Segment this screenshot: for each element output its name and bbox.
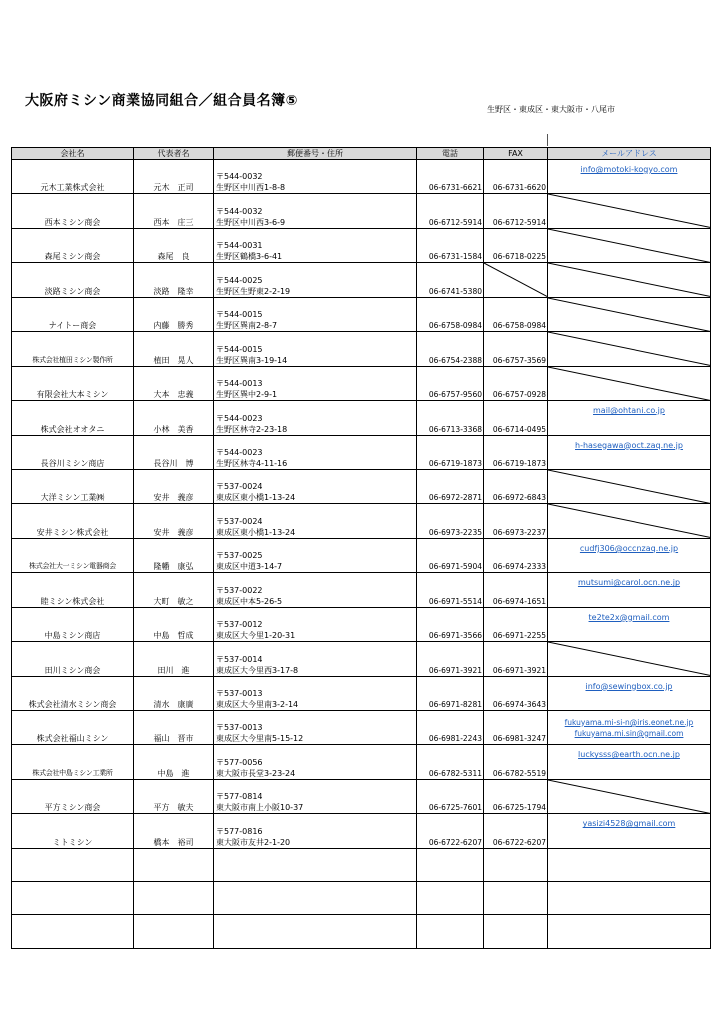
company-name: 株式会社大一ミシン電器商会 bbox=[12, 538, 134, 572]
company-name: 長谷川ミシン商店 bbox=[12, 435, 134, 469]
street-address: 東成区大今里南5-15-12 bbox=[216, 734, 304, 744]
phone-number: 06-6725-7601 bbox=[417, 779, 484, 813]
phone-number: 06-6971-5514 bbox=[417, 573, 484, 607]
empty-cell bbox=[548, 848, 711, 881]
postal-code: 〒537-0013 bbox=[216, 689, 263, 698]
empty-cell-slash bbox=[484, 263, 547, 296]
empty-row bbox=[12, 882, 711, 915]
phone-number: 06-6731-6621 bbox=[417, 160, 484, 194]
empty-cell bbox=[134, 915, 214, 948]
phone-number: 06-6782-5311 bbox=[417, 745, 484, 779]
representative-name: 森尾 良 bbox=[134, 228, 214, 262]
representative-name: 田川 進 bbox=[134, 642, 214, 676]
header-representative: 代表者名 bbox=[134, 148, 214, 160]
postal-code: 〒544-0031 bbox=[216, 241, 263, 251]
company-name: 西本ミシン商会 bbox=[12, 194, 134, 228]
postal-code: 〒577-0056 bbox=[216, 757, 263, 767]
representative-name: 小林 美香 bbox=[134, 401, 214, 435]
email-cell bbox=[548, 814, 711, 848]
postal-code: 〒544-0032 bbox=[216, 172, 263, 182]
postal-code: 〒577-0814 bbox=[216, 792, 263, 802]
header-email: メールアドレス bbox=[548, 148, 711, 160]
empty-cell bbox=[214, 848, 417, 881]
company-name: 睦ミシン株式会社 bbox=[12, 573, 134, 607]
empty-cell-slash bbox=[548, 263, 710, 296]
table-row bbox=[12, 607, 711, 641]
empty-cell bbox=[484, 882, 548, 915]
postal-code: 〒544-0032 bbox=[216, 206, 263, 216]
company-name: 株式会社清水ミシン商会 bbox=[12, 676, 134, 710]
phone-number: 06-6731-1584 bbox=[417, 228, 484, 262]
representative-name: 植田 晃人 bbox=[134, 332, 214, 366]
empty-cell bbox=[134, 882, 214, 915]
representative-name: 橋本 裕司 bbox=[134, 814, 214, 848]
street-address: 東成区東小橋1-13-24 bbox=[216, 493, 296, 503]
email-cell bbox=[548, 401, 711, 435]
postal-code: 〒544-0023 bbox=[216, 413, 263, 423]
table-row bbox=[12, 676, 711, 710]
fax-number: 06-6973-2237 bbox=[484, 504, 548, 538]
address-cell bbox=[214, 194, 417, 228]
fax-number: 06-6714-0495 bbox=[484, 401, 548, 435]
postal-code: 〒537-0014 bbox=[216, 654, 263, 664]
fax-number: 06-6971-2255 bbox=[484, 607, 548, 641]
empty-cell-slash bbox=[548, 194, 710, 227]
email-link[interactable]: info@motoki-kogyo.com bbox=[580, 165, 678, 174]
fax-number: 06-6972-6843 bbox=[484, 469, 548, 503]
postal-code: 〒537-0013 bbox=[216, 723, 263, 733]
fax-number: 06-6719-1873 bbox=[484, 435, 548, 469]
empty-cell bbox=[548, 915, 711, 948]
street-address: 東大阪市長堂3-23-24 bbox=[216, 768, 296, 778]
address-cell bbox=[214, 435, 417, 469]
email-link-secondary[interactable]: fukuyama.mi.sin@gmail.com bbox=[574, 728, 684, 738]
fax-number: 06-6712-5914 bbox=[484, 194, 548, 228]
company-name: 元木工業株式会社 bbox=[12, 160, 134, 194]
representative-name: 福山 晋市 bbox=[134, 711, 214, 745]
empty-cell-slash bbox=[548, 780, 710, 813]
representative-name: 安井 義彦 bbox=[134, 504, 214, 538]
fax-number: 06-6974-2333 bbox=[484, 538, 548, 572]
address-cell bbox=[214, 366, 417, 400]
fax-number: 06-6981-3247 bbox=[484, 711, 548, 745]
phone-number: 06-6757-9560 bbox=[417, 366, 484, 400]
email-cell bbox=[548, 297, 711, 331]
representative-name: 元木 正司 bbox=[134, 160, 214, 194]
empty-cell bbox=[484, 915, 548, 948]
empty-cell-slash bbox=[548, 504, 710, 537]
header-company: 会社名 bbox=[12, 148, 134, 160]
fax-number: 06-6974-3643 bbox=[484, 676, 548, 710]
address-cell bbox=[214, 779, 417, 813]
email-cell bbox=[548, 642, 711, 676]
email-cell bbox=[548, 745, 711, 779]
address-cell bbox=[214, 228, 417, 262]
company-name: 大洋ミシン工業㈱ bbox=[12, 469, 134, 503]
email-cell bbox=[548, 160, 711, 194]
fax-number: 06-6971-3921 bbox=[484, 642, 548, 676]
street-address: 生野区鶴橋3-6-41 bbox=[216, 252, 283, 262]
table-row bbox=[12, 435, 711, 469]
empty-cell bbox=[417, 848, 484, 881]
area-label: 生野区・東成区・東大阪市・八尾市 bbox=[487, 105, 615, 114]
member-table bbox=[11, 147, 711, 949]
email-cell bbox=[548, 779, 711, 813]
address-cell bbox=[214, 469, 417, 503]
phone-number: 06-6971-3921 bbox=[417, 642, 484, 676]
address-cell bbox=[214, 538, 417, 572]
postal-code: 〒544-0025 bbox=[216, 275, 263, 285]
phone-number: 06-6972-2871 bbox=[417, 469, 484, 503]
empty-row bbox=[12, 848, 711, 881]
street-address: 生野区巽南3-19-14 bbox=[216, 355, 288, 365]
email-link[interactable]: h-hasegawa@oct.zaq.ne.jp bbox=[575, 440, 683, 450]
empty-cell-slash bbox=[548, 642, 710, 675]
postal-code: 〒544-0013 bbox=[216, 379, 263, 389]
email-cell bbox=[548, 676, 711, 710]
email-cell bbox=[548, 366, 711, 400]
street-address: 東成区大今里西3-17-8 bbox=[216, 665, 299, 675]
street-address: 生野区生野東2-2-19 bbox=[216, 286, 291, 296]
email-link[interactable]: yasizi4528@gmail.com bbox=[582, 819, 676, 829]
email-link[interactable]: mail@ohtani.co.jp bbox=[593, 406, 665, 416]
phone-number: 06-6971-3566 bbox=[417, 607, 484, 641]
email-cell bbox=[548, 194, 711, 228]
email-link[interactable]: info@sewingbox.co.jp bbox=[585, 681, 673, 691]
empty-cell bbox=[214, 882, 417, 915]
fax-number: 06-6758-0984 bbox=[484, 297, 548, 331]
email-link[interactable]: luckysss@earth.ocn.ne.jp bbox=[578, 750, 680, 760]
page-title: 大阪府ミシン商業協同組合／組合員名簿⑤ bbox=[25, 93, 299, 109]
email-cell bbox=[548, 573, 711, 607]
table-row bbox=[12, 469, 711, 503]
street-address: 生野区中川西3-6-9 bbox=[216, 217, 286, 227]
phone-number: 06-6754-2388 bbox=[417, 332, 484, 366]
empty-cell bbox=[417, 915, 484, 948]
email-cell bbox=[548, 711, 711, 745]
phone-number: 06-6719-1873 bbox=[417, 435, 484, 469]
header-fax: FAX bbox=[484, 148, 548, 160]
fax-number: 06-6722-6207 bbox=[484, 814, 548, 848]
email-cell bbox=[548, 504, 711, 538]
company-name: ミトミシン bbox=[12, 814, 134, 848]
email-cell bbox=[548, 538, 711, 572]
representative-name: 大町 敏之 bbox=[134, 573, 214, 607]
address-cell bbox=[214, 642, 417, 676]
email-link[interactable]: te2te2x@gmail.com bbox=[588, 612, 670, 622]
email-cell bbox=[548, 469, 711, 503]
company-name: 中島ミシン商店 bbox=[12, 607, 134, 641]
header-address: 郵便番号・住所 bbox=[214, 148, 417, 160]
table-row bbox=[12, 297, 711, 331]
table-row bbox=[12, 194, 711, 228]
address-cell bbox=[214, 263, 417, 297]
representative-name: 中島 哲成 bbox=[134, 607, 214, 641]
empty-cell bbox=[484, 848, 548, 881]
email-link[interactable]: cudfj306@occnzaq.ne.jp bbox=[579, 543, 679, 553]
fax-number: 06-6757-3569 bbox=[484, 332, 548, 366]
address-cell bbox=[214, 745, 417, 779]
table-row bbox=[12, 779, 711, 813]
postal-code: 〒537-0024 bbox=[216, 516, 263, 526]
empty-cell-slash bbox=[548, 367, 710, 400]
address-cell bbox=[214, 814, 417, 848]
fax-number: 06-6974-1651 bbox=[484, 573, 548, 607]
postal-code: 〒537-0025 bbox=[216, 551, 263, 561]
street-address: 東大阪市友井2-1-20 bbox=[216, 837, 291, 847]
representative-name: 淡路 隆幸 bbox=[134, 263, 214, 297]
phone-number: 06-6971-5904 bbox=[417, 538, 484, 572]
phone-number: 06-6981-2243 bbox=[417, 711, 484, 745]
table-row bbox=[12, 504, 711, 538]
table-row bbox=[12, 401, 711, 435]
fax-number: 06-6731-6620 bbox=[484, 160, 548, 194]
empty-cell bbox=[548, 882, 711, 915]
table-row bbox=[12, 711, 711, 745]
street-address: 生野区中川西1-8-8 bbox=[216, 183, 286, 193]
empty-cell-slash bbox=[548, 298, 710, 331]
postal-code: 〒577-0816 bbox=[216, 826, 263, 836]
company-name: 平方ミシン商会 bbox=[12, 779, 134, 813]
fax-number bbox=[484, 263, 548, 297]
empty-cell bbox=[12, 848, 134, 881]
member-rows bbox=[12, 160, 711, 949]
street-address: 生野区巽南2-8-7 bbox=[216, 321, 278, 331]
postal-code: 〒544-0015 bbox=[216, 344, 263, 354]
empty-cell bbox=[134, 848, 214, 881]
table-row bbox=[12, 228, 711, 262]
empty-cell-slash bbox=[548, 229, 710, 262]
company-name: 田川ミシン商会 bbox=[12, 642, 134, 676]
address-cell bbox=[214, 573, 417, 607]
email-cell bbox=[548, 607, 711, 641]
phone-number: 06-6973-2235 bbox=[417, 504, 484, 538]
address-cell bbox=[214, 676, 417, 710]
address-cell bbox=[214, 401, 417, 435]
table-row bbox=[12, 366, 711, 400]
address-cell bbox=[214, 504, 417, 538]
company-name: 株式会社オオタニ bbox=[12, 401, 134, 435]
company-name: 有限会社大本ミシン bbox=[12, 366, 134, 400]
email-cell bbox=[548, 332, 711, 366]
street-address: 東成区中道3-14-7 bbox=[216, 562, 283, 572]
representative-name: 安井 義彦 bbox=[134, 469, 214, 503]
email-cell bbox=[548, 263, 711, 297]
address-cell bbox=[214, 711, 417, 745]
company-name: 株式会社植田ミシン製作所 bbox=[12, 332, 134, 366]
empty-cell bbox=[12, 882, 134, 915]
divider-line bbox=[547, 134, 548, 146]
street-address: 東成区中本5-26-5 bbox=[216, 596, 283, 606]
email-link[interactable]: fukuyama.mi-si-n@iris.eonet.ne.jp bbox=[564, 717, 694, 727]
table-row bbox=[12, 160, 711, 194]
phone-number: 06-6741-5380 bbox=[417, 263, 484, 297]
empty-cell bbox=[417, 882, 484, 915]
empty-row bbox=[12, 915, 711, 948]
street-address: 東大阪市南上小阪10-37 bbox=[216, 803, 304, 813]
table-header-row bbox=[12, 148, 711, 160]
postal-code: 〒537-0024 bbox=[216, 482, 263, 492]
company-name: ナイトー商会 bbox=[12, 297, 134, 331]
postal-code: 〒544-0023 bbox=[216, 447, 263, 457]
empty-cell-slash bbox=[548, 332, 710, 365]
table-row bbox=[12, 573, 711, 607]
street-address: 東成区大今里南3-2-14 bbox=[216, 700, 299, 709]
empty-cell-slash bbox=[548, 470, 710, 503]
address-cell bbox=[214, 332, 417, 366]
empty-cell bbox=[12, 915, 134, 948]
representative-name: 隆幡 康弘 bbox=[134, 538, 214, 572]
representative-name: 平方 敏夫 bbox=[134, 779, 214, 813]
street-address: 生野区林寺2-23-18 bbox=[216, 424, 288, 434]
table-row bbox=[12, 642, 711, 676]
company-name: 森尾ミシン商会 bbox=[12, 228, 134, 262]
postal-code: 〒537-0022 bbox=[216, 585, 263, 595]
representative-name: 中島 進 bbox=[134, 745, 214, 779]
fax-number: 06-6757-0928 bbox=[484, 366, 548, 400]
table-row bbox=[12, 332, 711, 366]
company-name: 株式会社福山ミシン bbox=[12, 711, 134, 745]
phone-number: 06-6713-3368 bbox=[417, 401, 484, 435]
table-row bbox=[12, 263, 711, 297]
representative-name: 清水 康廣 bbox=[134, 676, 214, 710]
header-phone: 電話 bbox=[417, 148, 484, 160]
address-cell bbox=[214, 297, 417, 331]
representative-name: 内藤 勝秀 bbox=[134, 297, 214, 331]
address-cell bbox=[214, 607, 417, 641]
street-address: 生野区林寺4-11-16 bbox=[216, 458, 288, 468]
email-link[interactable]: mutsumi@carol.ocn.ne.jp bbox=[577, 578, 681, 588]
postal-code: 〒544-0015 bbox=[216, 310, 263, 320]
fax-number: 06-6718-0225 bbox=[484, 228, 548, 262]
empty-cell bbox=[214, 915, 417, 948]
street-address: 東成区東小橋1-13-24 bbox=[216, 527, 296, 537]
table-row bbox=[12, 538, 711, 572]
representative-name: 西本 庄三 bbox=[134, 194, 214, 228]
table-row bbox=[12, 814, 711, 848]
phone-number: 06-6712-5914 bbox=[417, 194, 484, 228]
street-address: 東成区大今里1-20-31 bbox=[216, 631, 296, 641]
email-cell bbox=[548, 228, 711, 262]
company-name: 株式会社中島ミシン工業所 bbox=[12, 745, 134, 779]
representative-name: 長谷川 博 bbox=[134, 435, 214, 469]
fax-number: 06-6725-1794 bbox=[484, 779, 548, 813]
phone-number: 06-6758-0984 bbox=[417, 297, 484, 331]
representative-name: 大本 忠義 bbox=[134, 366, 214, 400]
phone-number: 06-6722-6207 bbox=[417, 814, 484, 848]
table-row bbox=[12, 745, 711, 779]
company-name: 安井ミシン株式会社 bbox=[12, 504, 134, 538]
postal-code: 〒537-0012 bbox=[216, 620, 263, 630]
email-cell bbox=[548, 435, 711, 469]
address-cell bbox=[214, 160, 417, 194]
phone-number: 06-6971-8281 bbox=[417, 676, 484, 710]
fax-number: 06-6782-5519 bbox=[484, 745, 548, 779]
company-name: 淡路ミシン商会 bbox=[12, 263, 134, 297]
street-address: 生野区巽中2-9-1 bbox=[216, 390, 278, 400]
